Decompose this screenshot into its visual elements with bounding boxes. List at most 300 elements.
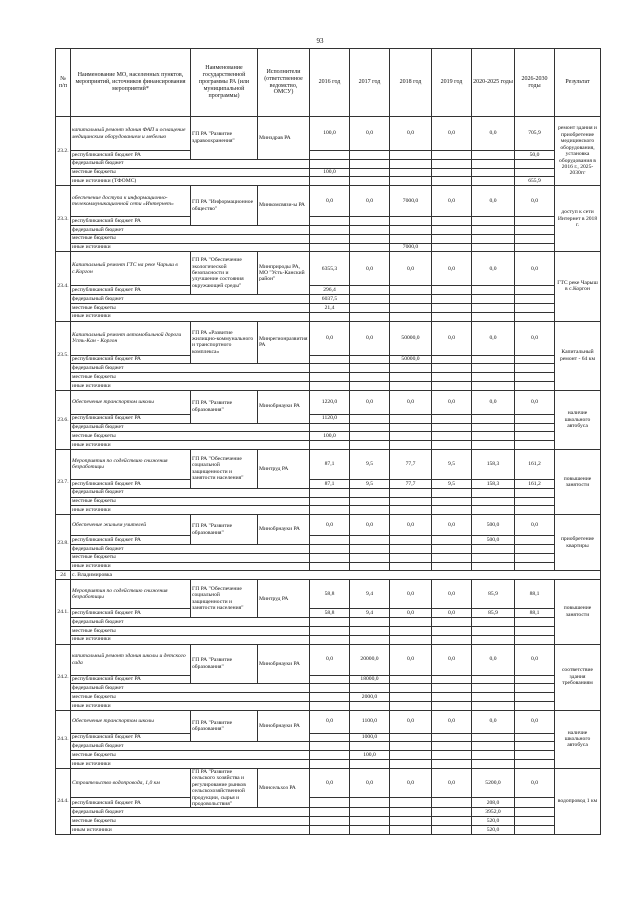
funding-source: республиканский бюджет РА bbox=[71, 536, 191, 545]
amount-cell bbox=[390, 151, 432, 160]
amount-cell bbox=[390, 635, 432, 644]
amount-cell bbox=[515, 626, 555, 635]
result-text: ремонт здания и приобретение медицинского оборудования, установка оборудования в 2016 г., 2025-2030гг bbox=[555, 117, 601, 186]
funding-source: республиканский бюджет РА bbox=[71, 355, 191, 364]
amount-cell bbox=[432, 295, 472, 304]
amount-cell: 7000,0 bbox=[390, 243, 432, 252]
amount-cell bbox=[390, 817, 432, 826]
funding-row bbox=[56, 168, 601, 177]
amount-cell bbox=[432, 234, 472, 243]
entry-number: 23.4. bbox=[56, 252, 71, 321]
program-name: ГП РА "Развитие образования" bbox=[191, 390, 258, 423]
amount-cell bbox=[350, 303, 390, 312]
amount-cell bbox=[472, 693, 515, 702]
result-text: повышение занятости bbox=[555, 449, 601, 514]
funding-row bbox=[56, 217, 601, 226]
funding-row bbox=[56, 497, 601, 506]
amount-cell bbox=[432, 618, 472, 627]
amount-cell: 50000,0 bbox=[390, 321, 432, 355]
amount-cell: 20000,0 bbox=[350, 644, 390, 675]
amount-cell bbox=[472, 217, 515, 226]
program-name: ГП РА "Развитие образования" bbox=[191, 644, 258, 684]
amount-cell: 0,0 bbox=[350, 252, 390, 286]
entry-name: капитальный ремонт здания школы и детского сада bbox=[71, 644, 191, 675]
amount-cell: 0,0 bbox=[432, 768, 472, 797]
amount-cell bbox=[432, 488, 472, 497]
funding-source: федеральный бюджет bbox=[71, 684, 310, 693]
funding-source: иные источники bbox=[71, 701, 310, 710]
amount-cell: 58,8 bbox=[310, 609, 350, 618]
amount-cell bbox=[515, 506, 555, 515]
result-text: ГТС реке Чарыш в с.Коргон bbox=[555, 252, 601, 321]
executor: Минтруд РА bbox=[258, 580, 310, 618]
amount-cell: 0,0 bbox=[515, 390, 555, 414]
amount-cell bbox=[432, 693, 472, 702]
amount-cell bbox=[432, 562, 472, 571]
executor: Минприроды РА, МО "Усть-Канский район" bbox=[258, 252, 310, 295]
amount-cell bbox=[310, 635, 350, 644]
amount-cell: 0,0 bbox=[350, 117, 390, 151]
entry-name: капитальный ремонт здания ФАП и оснащение медицинским оборудованием и мебелью bbox=[71, 117, 191, 151]
executor: Минкомсвязи-ы РА bbox=[258, 186, 310, 226]
program-name: ГП РА "Развитие сельского хозяйства и регулирование рынков сельскохозяйственной продукции, сырья и продовольствия" bbox=[191, 768, 258, 808]
funding-row bbox=[56, 432, 601, 441]
amount-cell bbox=[515, 381, 555, 390]
program-name: ГП РА "Обеспечение социальной защищенности и занятости населения" bbox=[191, 580, 258, 618]
funding-row bbox=[56, 808, 601, 817]
funding-source: федеральный бюджет bbox=[71, 225, 310, 234]
amount-cell: 500,0 bbox=[472, 536, 515, 545]
funding-row bbox=[56, 553, 601, 562]
amount-cell bbox=[515, 168, 555, 177]
amount-cell bbox=[515, 553, 555, 562]
amount-cell: 9,5 bbox=[350, 479, 390, 488]
amount-cell bbox=[472, 159, 515, 168]
amount-cell: 6037,5 bbox=[310, 295, 350, 304]
amount-cell: 705,9 bbox=[515, 117, 555, 151]
amount-cell bbox=[515, 760, 555, 769]
amount-cell: 1000,0 bbox=[350, 733, 390, 742]
funding-source: иные источники bbox=[71, 506, 310, 515]
amount-cell bbox=[310, 151, 350, 160]
amount-cell bbox=[472, 626, 515, 635]
amount-cell bbox=[310, 544, 350, 553]
column-header: 2019 год bbox=[432, 49, 472, 117]
amount-cell: 87,1 bbox=[310, 479, 350, 488]
page-number: 93 bbox=[316, 37, 324, 45]
budget-table bbox=[55, 48, 601, 835]
amount-cell bbox=[472, 243, 515, 252]
amount-cell bbox=[310, 159, 350, 168]
amount-cell bbox=[432, 497, 472, 506]
entry-name: Мероприятия по содействию снижения безработицы bbox=[71, 449, 191, 479]
amount-cell bbox=[515, 536, 555, 545]
amount-cell: 0,0 bbox=[390, 580, 432, 609]
amount-cell bbox=[432, 544, 472, 553]
table-row bbox=[56, 515, 601, 536]
amount-cell bbox=[310, 553, 350, 562]
amount-cell: 0,0 bbox=[350, 321, 390, 355]
funding-source: иные источники bbox=[71, 381, 310, 390]
amount-cell: 0,0 bbox=[472, 710, 515, 733]
funding-row bbox=[56, 760, 601, 769]
funding-row bbox=[56, 506, 601, 515]
amount-cell: 50,0 bbox=[515, 151, 555, 160]
amount-cell: 87,1 bbox=[310, 449, 350, 479]
amount-cell: 0,0 bbox=[432, 515, 472, 536]
amount-cell bbox=[310, 373, 350, 382]
funding-source: федеральный бюджет bbox=[71, 423, 310, 432]
amount-cell bbox=[515, 751, 555, 760]
amount-cell bbox=[515, 414, 555, 423]
amount-cell bbox=[515, 684, 555, 693]
entry-name: Мероприятия по содействию снижения безработицы bbox=[71, 580, 191, 609]
amount-cell bbox=[472, 618, 515, 627]
amount-cell bbox=[350, 243, 390, 252]
amount-cell bbox=[515, 488, 555, 497]
funding-source: иные источники bbox=[71, 635, 310, 644]
amount-cell: 100,0 bbox=[310, 432, 350, 441]
funding-row bbox=[56, 742, 601, 751]
funding-source: республиканский бюджет РА bbox=[71, 151, 191, 160]
amount-cell bbox=[350, 381, 390, 390]
amount-cell: 0,0 bbox=[432, 252, 472, 286]
amount-cell bbox=[432, 151, 472, 160]
amount-cell bbox=[432, 159, 472, 168]
funding-row bbox=[56, 295, 601, 304]
amount-cell bbox=[515, 355, 555, 364]
amount-cell bbox=[515, 562, 555, 571]
amount-cell: 0,0 bbox=[432, 644, 472, 675]
amount-cell: 0,0 bbox=[515, 186, 555, 217]
amount-cell bbox=[390, 675, 432, 684]
amount-cell: 161,2 bbox=[515, 479, 555, 488]
amount-cell bbox=[350, 441, 390, 450]
amount-cell bbox=[310, 355, 350, 364]
funding-row bbox=[56, 817, 601, 826]
amount-cell: 0,0 bbox=[390, 117, 432, 151]
funding-source: местные бюджеты bbox=[71, 303, 310, 312]
amount-cell: 0,0 bbox=[432, 117, 472, 151]
amount-cell bbox=[432, 225, 472, 234]
amount-cell bbox=[310, 808, 350, 817]
amount-cell: 0,0 bbox=[310, 768, 350, 797]
amount-cell bbox=[390, 760, 432, 769]
table-row bbox=[56, 644, 601, 675]
amount-cell bbox=[390, 414, 432, 423]
funding-row bbox=[56, 479, 601, 488]
amount-cell: 50000,0 bbox=[390, 355, 432, 364]
amount-cell: 0,0 bbox=[432, 186, 472, 217]
funding-source: республиканский бюджет РА bbox=[71, 798, 191, 808]
amount-cell bbox=[432, 243, 472, 252]
amount-cell: 18000,0 bbox=[350, 675, 390, 684]
amount-cell bbox=[515, 635, 555, 644]
amount-cell: 0,0 bbox=[515, 515, 555, 536]
amount-cell bbox=[390, 497, 432, 506]
result-text: доступ к сети Интернет в 2018 г. bbox=[555, 186, 601, 252]
amount-cell bbox=[390, 618, 432, 627]
amount-cell: 296,4 bbox=[310, 286, 350, 295]
amount-cell bbox=[310, 618, 350, 627]
amount-cell bbox=[515, 618, 555, 627]
amount-cell bbox=[310, 826, 350, 835]
amount-cell: 0,0 bbox=[390, 252, 432, 286]
amount-cell bbox=[515, 423, 555, 432]
amount-cell bbox=[350, 497, 390, 506]
amount-cell bbox=[432, 760, 472, 769]
amount-cell bbox=[472, 760, 515, 769]
amount-cell bbox=[472, 635, 515, 644]
funding-row bbox=[56, 684, 601, 693]
amount-cell: 0,0 bbox=[310, 321, 350, 355]
amount-cell bbox=[472, 364, 515, 373]
funding-row bbox=[56, 798, 601, 808]
result-text: водопровод 1 км bbox=[555, 768, 601, 834]
entry-number: 23.6. bbox=[56, 390, 71, 449]
amount-cell: 0,0 bbox=[515, 768, 555, 797]
amount-cell: 500,0 bbox=[472, 515, 515, 536]
amount-cell: 0,0 bbox=[432, 390, 472, 414]
amount-cell bbox=[310, 225, 350, 234]
amount-cell bbox=[515, 826, 555, 835]
amount-cell: 6355,3 bbox=[310, 252, 350, 286]
amount-cell bbox=[472, 286, 515, 295]
section-number: 24 bbox=[56, 571, 71, 580]
amount-cell bbox=[310, 562, 350, 571]
amount-cell bbox=[432, 373, 472, 382]
amount-cell bbox=[350, 423, 390, 432]
funding-source: федеральный бюджет bbox=[71, 295, 310, 304]
amount-cell bbox=[310, 423, 350, 432]
amount-cell bbox=[432, 817, 472, 826]
amount-cell bbox=[432, 675, 472, 684]
funding-source: местные бюджеты bbox=[71, 817, 310, 826]
amount-cell bbox=[432, 626, 472, 635]
amount-cell bbox=[350, 414, 390, 423]
amount-cell bbox=[390, 168, 432, 177]
amount-cell: 9,4 bbox=[350, 609, 390, 618]
amount-cell: 100,0 bbox=[310, 168, 350, 177]
amount-cell: 0,0 bbox=[310, 710, 350, 733]
amount-cell: 0,0 bbox=[432, 321, 472, 355]
amount-cell: 3952,0 bbox=[472, 808, 515, 817]
amount-cell bbox=[310, 742, 350, 751]
entry-name: Капитальный ремонт ГТС на реке Чарыш в с.Коргон bbox=[71, 252, 191, 286]
amount-cell: 158,3 bbox=[472, 449, 515, 479]
amount-cell bbox=[515, 441, 555, 450]
funding-row bbox=[56, 364, 601, 373]
funding-row bbox=[56, 441, 601, 450]
funding-source: федеральный бюджет bbox=[71, 544, 310, 553]
table-row bbox=[56, 321, 601, 355]
funding-source: республиканский бюджет РА bbox=[71, 675, 191, 684]
amount-cell: 1220,0 bbox=[310, 390, 350, 414]
funding-source: иные источники bbox=[71, 760, 310, 769]
funding-source: республиканский бюджет РА bbox=[71, 733, 191, 742]
amount-cell: 655,9 bbox=[515, 177, 555, 186]
amount-cell bbox=[390, 626, 432, 635]
funding-row bbox=[56, 234, 601, 243]
program-name: ГП РА "Развитие образования" bbox=[191, 515, 258, 545]
amount-cell bbox=[310, 381, 350, 390]
funding-row bbox=[56, 177, 601, 186]
amount-cell bbox=[515, 234, 555, 243]
amount-cell: 0,0 bbox=[432, 609, 472, 618]
amount-cell bbox=[350, 355, 390, 364]
amount-cell bbox=[432, 312, 472, 321]
amount-cell bbox=[310, 177, 350, 186]
amount-cell bbox=[350, 544, 390, 553]
amount-cell: 0,0 bbox=[350, 186, 390, 217]
funding-row bbox=[56, 355, 601, 364]
program-name: ГП РА "Информационное общество" bbox=[191, 186, 258, 226]
amount-cell bbox=[472, 312, 515, 321]
amount-cell: 0,0 bbox=[310, 186, 350, 217]
amount-cell bbox=[390, 225, 432, 234]
amount-cell bbox=[350, 808, 390, 817]
amount-cell bbox=[350, 286, 390, 295]
amount-cell: 0,0 bbox=[390, 644, 432, 675]
column-header: 2026-2030 годы bbox=[515, 49, 555, 117]
funding-row bbox=[56, 225, 601, 234]
amount-cell bbox=[390, 381, 432, 390]
funding-row bbox=[56, 826, 601, 835]
entry-name: обеспечение доступа к информационно-телекоммуникационной сети «Интернет» bbox=[71, 186, 191, 217]
amount-cell bbox=[515, 808, 555, 817]
amount-cell bbox=[390, 177, 432, 186]
amount-cell bbox=[310, 626, 350, 635]
amount-cell: 100,0 bbox=[350, 751, 390, 760]
amount-cell: 0,0 bbox=[432, 710, 472, 733]
executor: Минобрнауки РА bbox=[258, 515, 310, 545]
amount-cell bbox=[350, 295, 390, 304]
amount-cell: 21,4 bbox=[310, 303, 350, 312]
amount-cell bbox=[310, 217, 350, 226]
column-header: Наименование МО, населенных пунктов, мероприятий, источников финансирования мероприятий* bbox=[71, 49, 191, 117]
amount-cell bbox=[515, 544, 555, 553]
result-text: повышение занятости bbox=[555, 580, 601, 644]
amount-cell bbox=[472, 234, 515, 243]
amount-cell bbox=[515, 303, 555, 312]
funding-row bbox=[56, 733, 601, 742]
amount-cell: 0,0 bbox=[472, 117, 515, 151]
amount-cell: 0,0 bbox=[390, 390, 432, 414]
amount-cell bbox=[390, 159, 432, 168]
funding-source: местные бюджеты bbox=[71, 751, 310, 760]
amount-cell bbox=[515, 693, 555, 702]
funding-row bbox=[56, 381, 601, 390]
amount-cell bbox=[472, 742, 515, 751]
amount-cell bbox=[390, 544, 432, 553]
amount-cell bbox=[472, 423, 515, 432]
amount-cell bbox=[515, 159, 555, 168]
funding-source: иные источники bbox=[71, 312, 310, 321]
amount-cell: 9,5 bbox=[350, 449, 390, 479]
amount-cell bbox=[350, 742, 390, 751]
amount-cell bbox=[515, 217, 555, 226]
executor: Минрегионразвития РА bbox=[258, 321, 310, 364]
amount-cell bbox=[515, 675, 555, 684]
funding-source: республиканский бюджет РА bbox=[71, 414, 191, 423]
funding-row bbox=[56, 243, 601, 252]
amount-cell bbox=[515, 817, 555, 826]
program-name: ГП РА "Развитие здравоохранения" bbox=[191, 117, 258, 160]
executor: Минтруд РА bbox=[258, 449, 310, 488]
amount-cell: 5200,0 bbox=[472, 768, 515, 797]
amount-cell: 0,0 bbox=[472, 644, 515, 675]
amount-cell bbox=[350, 177, 390, 186]
amount-cell bbox=[310, 364, 350, 373]
amount-cell: 0,0 bbox=[310, 515, 350, 536]
column-header: Результат bbox=[555, 49, 601, 117]
entry-name: Строительство водопровода, 1,0 км bbox=[71, 768, 191, 797]
table-row bbox=[56, 449, 601, 479]
table-row bbox=[56, 186, 601, 217]
amount-cell bbox=[515, 432, 555, 441]
amount-cell: 88,1 bbox=[515, 580, 555, 609]
amount-cell bbox=[350, 373, 390, 382]
program-name: ГП РА "Развитие образования" bbox=[191, 710, 258, 742]
amount-cell bbox=[390, 303, 432, 312]
amount-cell: 0,0 bbox=[350, 515, 390, 536]
amount-cell bbox=[472, 151, 515, 160]
amount-cell bbox=[350, 626, 390, 635]
amount-cell bbox=[390, 488, 432, 497]
amount-cell: 85,9 bbox=[472, 580, 515, 609]
amount-cell: 0,0 bbox=[472, 390, 515, 414]
amount-cell bbox=[390, 217, 432, 226]
amount-cell bbox=[472, 684, 515, 693]
amount-cell bbox=[472, 751, 515, 760]
funding-row bbox=[56, 544, 601, 553]
amount-cell bbox=[390, 536, 432, 545]
amount-cell bbox=[310, 234, 350, 243]
funding-source: федеральный бюджет bbox=[71, 159, 310, 168]
amount-cell bbox=[432, 826, 472, 835]
amount-cell bbox=[472, 553, 515, 562]
amount-cell bbox=[432, 751, 472, 760]
amount-cell bbox=[310, 243, 350, 252]
amount-cell bbox=[472, 373, 515, 382]
funding-source: иные источники bbox=[71, 243, 310, 252]
amount-cell bbox=[515, 312, 555, 321]
amount-cell: 208,0 bbox=[472, 798, 515, 808]
column-header: Наименование государственной программы РА (или муниципальной программы) bbox=[191, 49, 258, 117]
funding-row bbox=[56, 414, 601, 423]
amount-cell bbox=[390, 234, 432, 243]
amount-cell bbox=[432, 423, 472, 432]
funding-source: местные бюджеты bbox=[71, 373, 310, 382]
amount-cell bbox=[515, 373, 555, 382]
funding-row bbox=[56, 635, 601, 644]
funding-source: иные источники bbox=[71, 562, 310, 571]
result-text: соответствие здания требованиям bbox=[555, 644, 601, 710]
result-text: наличие школьного автобуса bbox=[555, 390, 601, 449]
amount-cell bbox=[310, 312, 350, 321]
amount-cell: 0,0 bbox=[390, 515, 432, 536]
amount-cell: 100,0 bbox=[310, 117, 350, 151]
amount-cell bbox=[432, 414, 472, 423]
funding-source: федеральный бюджет bbox=[71, 618, 310, 627]
amount-cell bbox=[350, 432, 390, 441]
funding-source: иные источники bbox=[71, 441, 310, 450]
amount-cell bbox=[390, 295, 432, 304]
amount-cell bbox=[310, 488, 350, 497]
funding-row bbox=[56, 159, 601, 168]
amount-cell bbox=[472, 177, 515, 186]
amount-cell bbox=[350, 159, 390, 168]
